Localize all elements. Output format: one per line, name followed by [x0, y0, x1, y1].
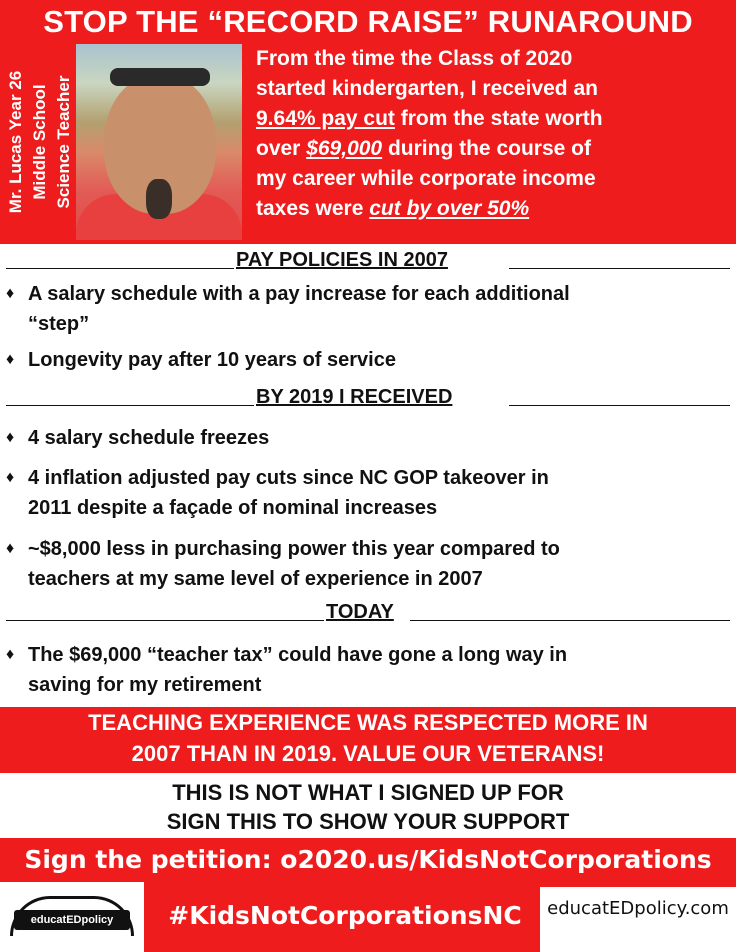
tax-cut-highlight: cut by over 50% [369, 197, 530, 220]
header-banner [0, 0, 736, 244]
petition-link[interactable]: Sign the petition: o2020.us/KidsNotCorporations [24, 845, 712, 874]
diamond-bullet-icon: ♦ [6, 285, 15, 302]
diamond-bullet-icon: ♦ [6, 351, 15, 368]
teacher-label-line: Science Teacher [54, 75, 73, 209]
section-pay-policies-2007 [0, 247, 736, 273]
teacher-label-line: Mr. Lucas Year 26 [6, 70, 25, 214]
educatedpolicy-logo [0, 882, 144, 952]
support-callout: THIS IS NOT WHAT I SIGNED UP FOR SIGN THIS TO SHOW YOUR SUPPORT [166, 780, 570, 834]
respect-callout: TEACHING EXPERIENCE WAS RESPECTED MORE IN 2007 THAN IN 2019. VALUE OUR VETERANS! [0, 707, 736, 773]
section-by-2019 [0, 384, 736, 410]
diamond-bullet-icon: ♦ [6, 469, 15, 486]
section-title: TODAY [326, 601, 394, 623]
amount-highlight: $69,000 [306, 137, 383, 160]
footer [0, 838, 736, 952]
page-title: STOP THE “RECORD RAISE” RUNAROUND [43, 4, 693, 39]
diamond-bullet-icon: ♦ [6, 429, 15, 446]
logo-text: educatEDpolicy [30, 914, 114, 926]
teacher-label-line: Middle School [30, 84, 49, 200]
teacher-label [4, 44, 76, 240]
pay-cut-highlight: 9.64% pay cut [256, 107, 395, 130]
intro-text: From the time the Class of 2020 started kindergarten, I received an 9.64% pay cut from the state worth over $69,000 during the course of my career while corporate income taxes were cut by over 50% [256, 47, 603, 220]
website-box [540, 887, 736, 952]
section-title: BY 2019 I RECEIVED [256, 386, 453, 408]
website-link[interactable]: educatEDpolicy.com [547, 898, 729, 919]
section-title: PAY POLICIES IN 2007 [236, 249, 448, 271]
hashtag: #KidsNotCorporationsNC [168, 901, 522, 930]
diamond-bullet-icon: ♦ [6, 646, 15, 663]
section-today [0, 599, 736, 625]
diamond-bullet-icon: ♦ [6, 540, 15, 557]
teacher-photo [76, 44, 242, 240]
